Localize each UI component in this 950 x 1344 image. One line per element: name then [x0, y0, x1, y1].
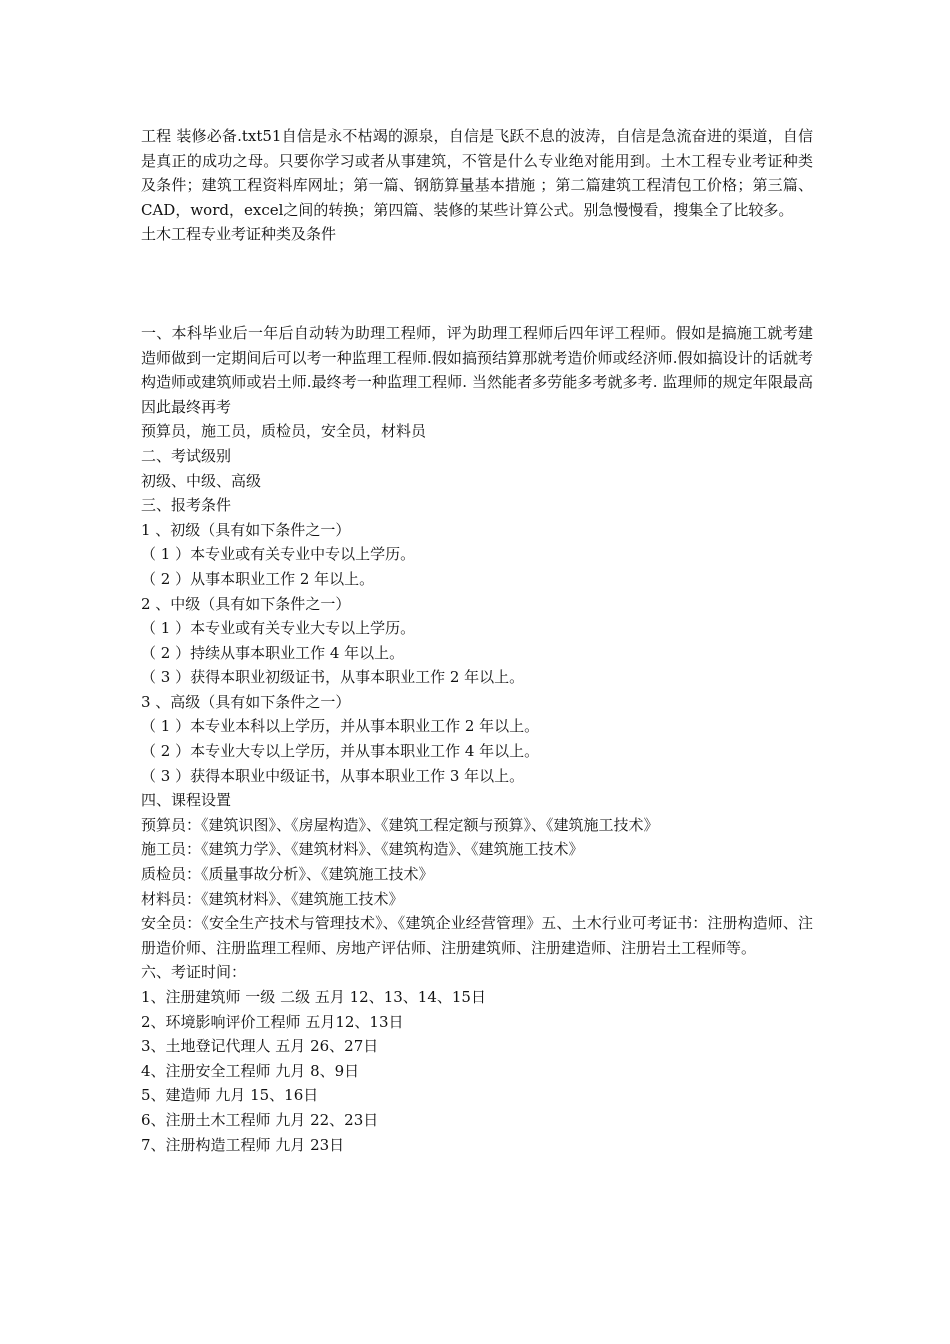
- roles-line: 预算员，施工员，质检员，安全员，材料员: [141, 422, 427, 441]
- list-item: （ 2 ）从事本职业工作 2 年以上。: [141, 569, 375, 588]
- junior-title: 1 、初级（具有如下条件之一）: [141, 520, 351, 539]
- course-line: 施工员：《建筑力学》、《建筑材料》、《建筑构造》、《建筑施工技术》: [141, 840, 584, 859]
- list-item: （ 3 ）获得本职业中级证书，从事本职业工作 3 年以上。: [141, 766, 525, 785]
- middle-title: 2 、中级（具有如下条件之一）: [141, 594, 351, 613]
- senior-title: 3 、高级（具有如下条件之一）: [141, 692, 351, 711]
- section-3-heading: 三、报考条件: [141, 496, 232, 515]
- section-4-heading: 四、课程设置: [141, 791, 232, 810]
- course-line: 质检员：《质量事故分析》、《建筑施工技术》: [141, 865, 434, 884]
- section-1-paragraph: 一、本科毕业后一年后自动转为助理工程师，评为助理工程师后四年评工程师。假如是搞施工就考建造师做到一定期间后可以考一种监理工程师.假如搞预结算那就考造价师或经济师.假如搞设计的话就考构造师或建筑师或岩土师.最终考一种监理工程师. 当然能者多劳能多考就多考. 监理师的规定年限最高因此最终再考: [141, 323, 813, 416]
- exam-time-item: 2、环境影响评价工程师 五月12、13日: [141, 1012, 404, 1031]
- exam-time-item: 1、注册建筑师 一级 二级 五月 12、13、14、15日: [141, 988, 486, 1006]
- subtitle: 土木工程专业考证种类及条件: [141, 225, 337, 244]
- list-item: （ 2 ）本专业大专以上学历，并从事本职业工作 4 年以上。: [141, 742, 540, 761]
- exam-time-item: 7、注册构造工程师 九月 23日: [141, 1135, 345, 1154]
- exam-time-item: 3、土地登记代理人 五月 26、27日: [141, 1037, 379, 1056]
- section-2-heading: 二、考试级别: [141, 446, 232, 465]
- document-page: [141, 124, 813, 1157]
- list-item: （ 1 ）本专业或有关专业大专以上学历。: [141, 619, 416, 638]
- intro-paragraph: 工程 装修必备.txt51自信是永不枯竭的源泉，自信是飞跃不息的波涛，自信是急流奋进的渠道，自信是真正的成功之母。只要你学习或者从事建筑，不管是什么专业绝对能用到。土木工程专业考证种类及条件；建筑工程资料库网址；第一篇、钢筋算量基本措施 ；第二篇建筑工程清包工价格；第三篇、CAD，word，excel之间的转换；第四篇、装修的某些计算公式。别急慢慢看，搜集全了比较多。: [141, 127, 813, 219]
- levels-line: 初级、中级、高级: [141, 471, 262, 490]
- blank-space: [141, 247, 813, 321]
- list-item: （ 1 ）本专业或有关专业中专以上学历。: [141, 545, 416, 564]
- list-item: （ 3 ）获得本职业初级证书，从事本职业工作 2 年以上。: [141, 668, 525, 687]
- list-item: （ 2 ）持续从事本职业工作 4 年以上。: [141, 643, 405, 662]
- section-6-heading: 六、考证时间：: [141, 963, 247, 982]
- exam-time-item: 6、注册土木工程师 九月 22、23日: [141, 1110, 379, 1129]
- exam-time-item: 5、建造师 九月 15、16日: [141, 1086, 319, 1105]
- exam-time-item: 4、注册安全工程师 九月 8、9日: [141, 1061, 360, 1080]
- course-line: 预算员：《建筑识图》、《房屋构造》、《建筑工程定额与预算》、《建筑施工技术》: [141, 815, 659, 834]
- safety-and-certificates-paragraph: 安全员：《安全生产技术与管理技术》、《建筑企业经营管理》五、土木行业可考证书：注册构造师、注册造价师、注册监理工程师、房地产评估师、注册建筑师、注册建造师、注册岩土工程师等。: [141, 914, 813, 957]
- list-item: （ 1 ）本专业本科以上学历，并从事本职业工作 2 年以上。: [141, 717, 540, 736]
- course-line: 材料员：《建筑材料》、《建筑施工技术》: [141, 889, 404, 908]
